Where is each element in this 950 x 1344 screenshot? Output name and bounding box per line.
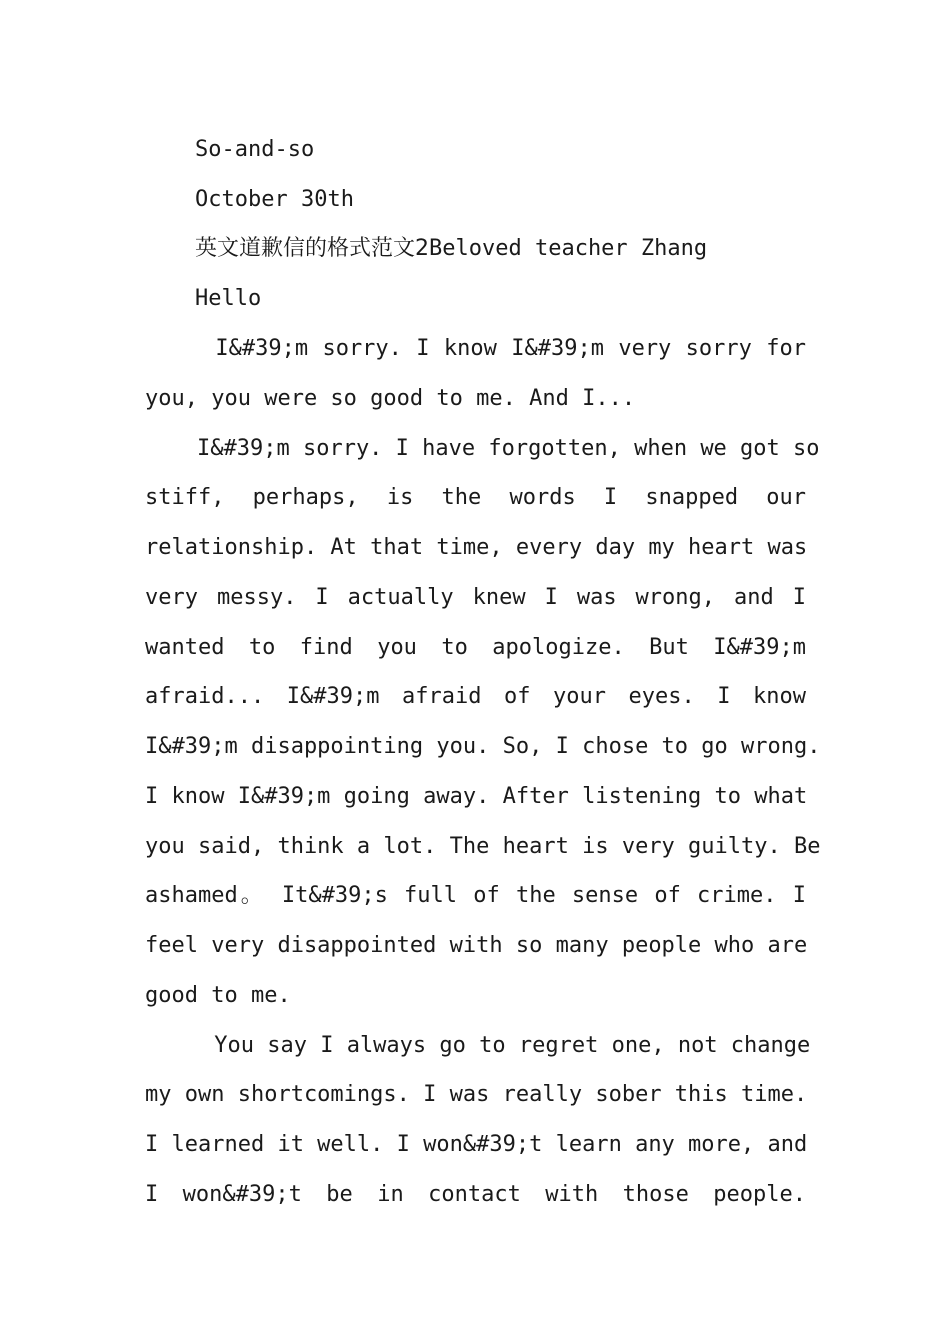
- paragraph-line: You say I always go to regret one, not change: [201, 1033, 811, 1058]
- heading-chinese: 英文道歉信的格式范文2: [195, 236, 429, 261]
- greeting: Hello: [195, 286, 262, 311]
- paragraph-line: good to me.: [145, 983, 291, 1008]
- paragraph-line: you said, think a lot. The heart is very guilty. Be: [145, 834, 821, 859]
- paragraph-line: I learned it well. I won&#39;t learn any more, and: [145, 1132, 808, 1157]
- paragraph-line: my own shortcomings. I was really sober this time.: [145, 1082, 808, 1107]
- paragraph-line: I&#39;m sorry. I know I&#39;m very sorry for: [201, 336, 806, 361]
- paragraph-line: you, you were so good to me. And I...: [145, 386, 636, 411]
- salutation: Beloved teacher Zhang: [429, 236, 708, 261]
- sender-name: So-and-so: [195, 137, 315, 162]
- paragraph-line: wanted to find you to apologize. But I&#39;m: [145, 635, 806, 660]
- paragraph-line: relationship. At that time, every day my heart was: [145, 535, 808, 560]
- letter-date: October 30th: [195, 187, 354, 212]
- paragraph-line: I&#39;m disappointing you. So, I chose to go wrong.: [145, 734, 821, 759]
- paragraph-line: feel very disappointed with so many people who are: [145, 933, 808, 958]
- paragraph-line: I know I&#39;m going away. After listening to what: [145, 784, 808, 809]
- paragraph-line: I won&#39;t be in contact with those people.: [145, 1182, 806, 1207]
- paragraph-line: I&#39;m sorry. I have forgotten, when we got so: [197, 436, 820, 461]
- paragraph-line: ashamed。 It&#39;s full of the sense of crime. I: [145, 883, 806, 908]
- paragraph-line: stiff, perhaps, is the words I snapped our: [145, 485, 806, 510]
- letter-heading: [195, 234, 707, 264]
- paragraph-line: afraid... I&#39;m afraid of your eyes. I know: [145, 684, 806, 709]
- paragraph-line: very messy. I actually knew I was wrong, and I: [145, 585, 806, 610]
